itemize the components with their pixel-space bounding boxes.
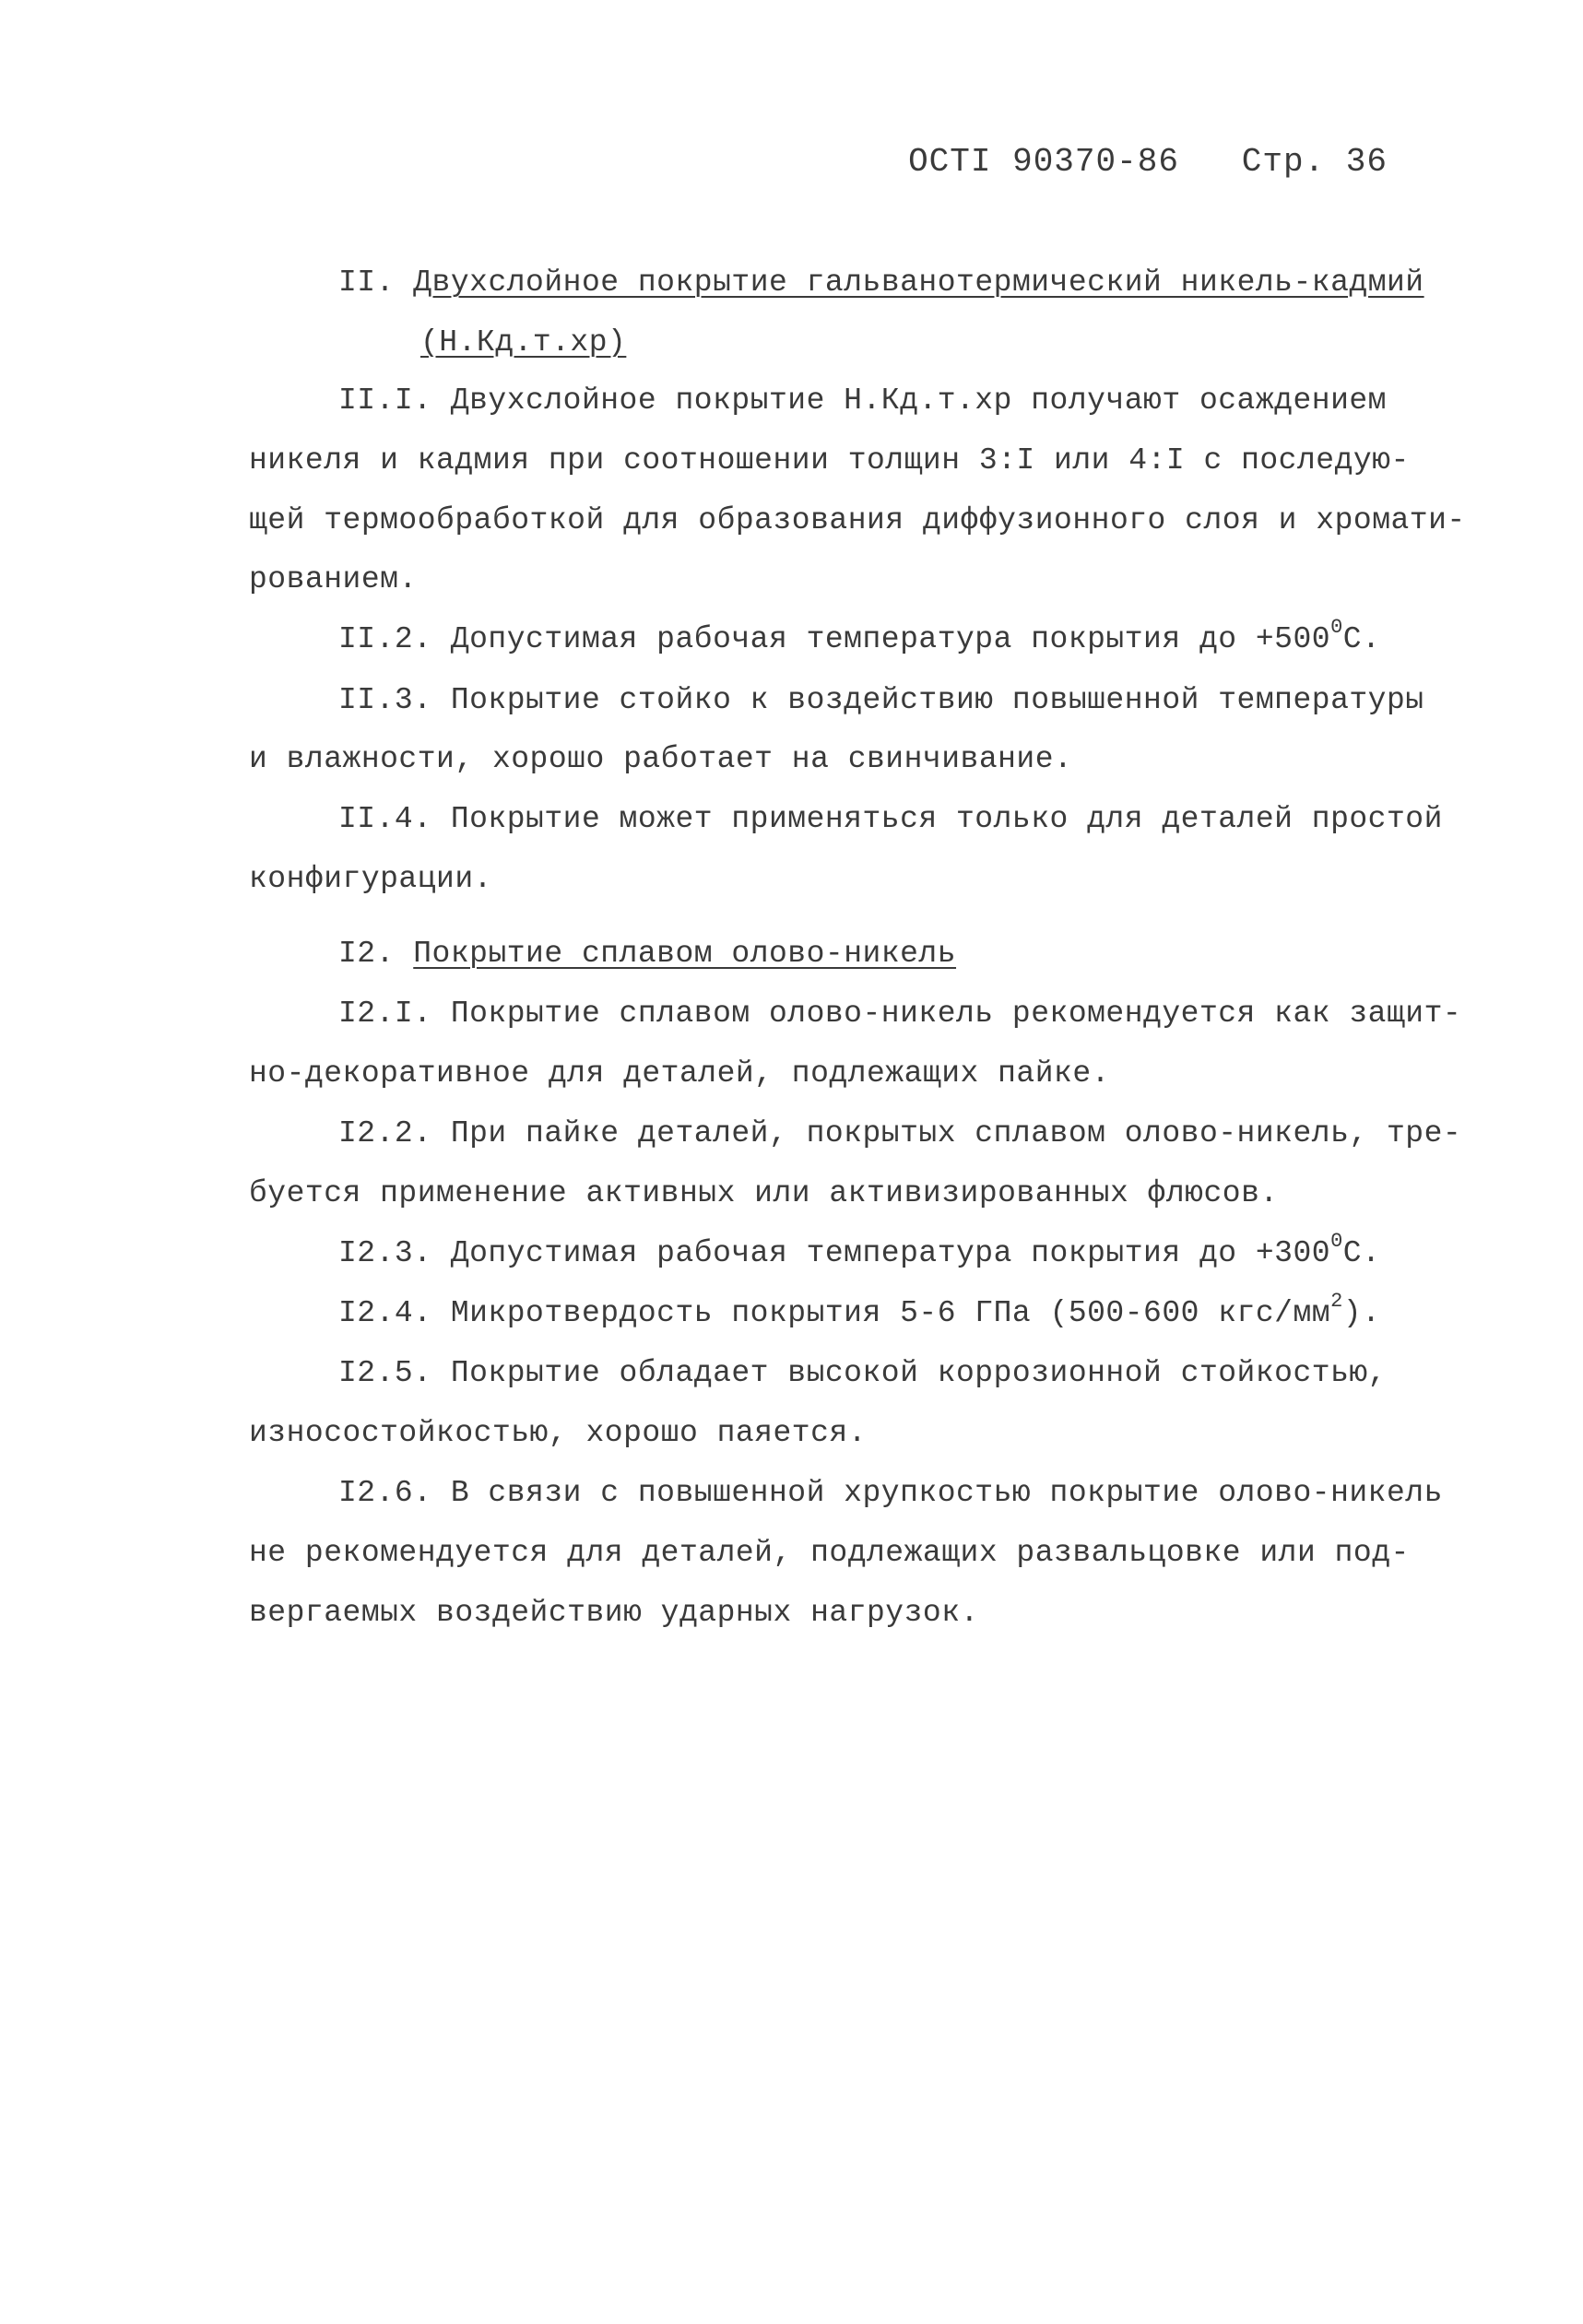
page-number: Стр. 36 [1241,143,1388,181]
paragraph-11-3-line: и влажности, хорошо работает на свинчивание. [249,742,1073,776]
paragraph-12-3: I2.3. Допустимая рабочая температура покрытия до $+300^0С$. [338,1230,1381,1270]
section-11-number: II. [338,265,395,300]
section-11-title: Двухслойное покрытие гальванотермический никель-кадмий [413,265,1424,300]
paragraph-12-6-line: I2.6. В связи с повышенной хрупкостью покрытие олово-никель [338,1476,1443,1510]
paragraph-11-2: II.2. Допустимая рабочая температура покрытия до $+500^0С$. [338,616,1381,656]
paragraph-12-5-line: I2.5. Покрытие обладает высокой коррозионной стойкостью, [338,1356,1387,1390]
paragraph-11-1-line: II.I. Двухслойное покрытие Н.Кд.т.хр получают осаждением [338,383,1387,418]
paragraph-12-5-line: износостойкостью, хорошо паяется. [249,1416,868,1450]
paragraph-11-1-line: никеля и кадмия при соотношении толщин 3:I или 4:I с последую- [249,443,1410,478]
section-12-number: I2. [338,937,395,971]
paragraph-11-3-line: II.3. Покрытие стойко к воздействию повышенной температуры [338,683,1424,717]
section-12-title: Покрытие сплавом олово-никель [413,937,957,971]
paragraph-12-1-line: I2.I. Покрытие сплавом олово-никель рекомендуется как защит- [338,997,1462,1031]
paragraph-12-6-line: вергаемых воздействию ударных нагрузок. [249,1596,979,1630]
paragraph-12-6-line: не рекомендуется для деталей, подлежащих развальцовке или под- [249,1536,1410,1570]
page-header [908,143,1388,181]
section-11-heading [338,267,1424,298]
paragraph-12-1-line: но-декоративное для деталей, подлежащих пайке. [249,1056,1110,1091]
standard-code: ОСТI 90370-86 [908,143,1179,181]
paragraph-11-1-line: щей термообработкой для образования диффузионного слоя и хромати- [249,503,1466,537]
section-11-code: (Н.Кд.т.хр) [420,325,627,360]
paragraph-11-4-line: конфигурации. [249,862,492,896]
paragraph-12-4: I2.4. Микротвердость покрытия 5-6 ГПа (500-600 кгс/$мм^2$). [338,1290,1381,1330]
paragraph-12-2-line: буется применение активных или активизированных флюсов. [249,1176,1279,1210]
section-12-heading [338,938,956,969]
paragraph-11-4-line: II.4. Покрытие может применяться только для деталей простой [338,802,1443,836]
paragraph-11-1-line: рованием. [249,562,418,596]
paragraph-12-2-line: I2.2. При пайке деталей, покрытых сплавом олово-никель, тре- [338,1116,1462,1150]
